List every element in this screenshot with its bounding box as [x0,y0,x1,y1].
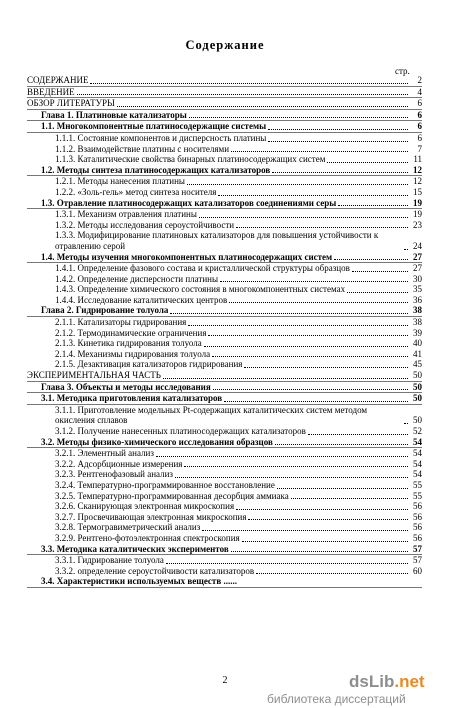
toc-entry-page: 60 [413,565,422,576]
toc-entry-page: 35 [413,284,422,295]
toc-entry [27,555,422,566]
toc-leader-dots [117,106,408,107]
toc-entry-page: 23 [413,219,422,230]
toc-entry [27,317,422,328]
toc-entry [27,75,422,86]
toc-entry [27,576,422,587]
toc-entry-page: 56 [413,532,422,543]
toc-leader-dots [291,498,408,499]
toc-entry-page: 57 [413,555,422,566]
toc-leader-dots [268,129,408,130]
toc-entry-title: Глава 2. Гидрирование толуола [41,305,169,316]
toc-entry [27,544,422,555]
toc-entry-page: 50 [413,381,422,392]
toc-entry-title: 1.3.3. Модифицирование платиновых катализаторов для повышения устойчивости к отравлению серой [55,230,379,251]
toc-entry-title: 3.2.7. Просвечивающая электронная микроскопия [55,511,247,522]
toc-entry-title: ЭКСПЕРИМЕНТАЛЬНАЯ ЧАСТЬ [27,370,161,381]
toc-entry [27,209,422,220]
toc-entry [27,459,422,470]
toc-entry-page: 6 [417,98,422,109]
toc-leader-dots [268,141,408,142]
toc-entry-page: 15 [413,186,422,197]
toc-entry [27,328,422,339]
toc-entry [27,220,422,231]
toc-leader-dots [347,292,408,293]
toc-entry-title: 3.3. Методика каталитических экспериментов [41,543,229,554]
toc-entry-title: 1.3.1. Механизм отравления платины [55,209,197,220]
watermark-subtitle: библиотека диссертаций [267,692,406,706]
toc-entry-page: 50 [413,370,422,381]
toc-entry-page: 56 [413,511,422,522]
toc-entry-page: 12 [413,164,422,175]
toc-entry-title: 3.1.2. Получение нанесенных платиносодержащих катализаторов [55,426,306,436]
toc-entry-page: 2 [417,75,422,85]
toc-entry [27,533,422,544]
toc-leader-dots [189,117,408,118]
toc-entry [27,176,422,187]
toc-leader-dots [218,195,408,196]
toc-leader-dots [248,519,408,520]
toc-entry [27,133,422,144]
toc-entry [27,437,422,448]
toc-leader-dots [163,378,408,379]
toc-leader-dots [208,335,408,336]
toc-leader-dots [220,281,408,282]
toc-entry-page: 54 [413,436,422,447]
toc-entry-title: 3.2.9. Рентгено-фотоэлектронная спектроскопия [55,532,240,543]
toc-entry-title: 2.1.2. Термодинамические ограничения [55,327,207,338]
toc-entry-title: 3.2.3. Рентгенофазовый анализ [55,469,173,480]
toc-leader-dots [338,205,408,206]
toc-entry-title: 2.1.1. Катализаторы гидрирования [55,317,187,328]
toc-leader-dots [404,249,408,250]
toc-entry-page: 6 [417,121,422,132]
toc-leader-dots [166,563,408,564]
toc-leader-dots [404,423,408,424]
toc-entry [27,512,422,523]
toc-entry-title: 2.1.4. Механизмы гидрирования толуола [55,348,211,359]
toc-entry [27,338,422,349]
toc-leader-dots [213,389,408,390]
toc-leader-dots [90,83,408,84]
toc-entry-page: 27 [413,251,422,262]
toc-entry [27,252,422,263]
toc-entry-page: 55 [413,490,422,501]
toc-entry [27,491,422,502]
toc-entry [27,121,422,132]
toc-leader-dots [170,313,408,314]
toc-entry [27,349,422,360]
toc-entry [27,110,422,121]
toc-entry [27,263,422,274]
toc-leader-dots [244,367,408,368]
toc-entry-title: 3.4. Характеристики используемых веществ ...... [41,576,237,587]
toc-entry-page: 19 [413,209,422,220]
page-column-label: стр. [395,66,410,76]
toc-entry-title: 3.1. Методика приготовления катализаторов [41,393,223,404]
toc-entry-page: 55 [413,479,422,490]
toc-entry-page: 54 [413,469,422,480]
toc-entry-title: Глава 1. Платиновые катализаторы [41,109,187,120]
page-title: Содержание [185,38,265,52]
toc-entry [27,284,422,295]
toc-entry-title: 1.1.2. Взаимодействие платины с носителями [55,143,230,154]
toc-entry-page: 4 [417,86,422,97]
toc-leader-dots [156,456,408,457]
toc-entry-page: 19 [413,197,422,208]
toc-leader-dots [224,401,408,402]
toc-entry [27,480,422,491]
toc-leader-dots [231,551,408,552]
toc-leader-dots [352,271,408,272]
toc-entry [27,426,422,437]
toc-entry-title: 2.1.5. Дезактивация катализаторов гидрирования [55,359,243,370]
toc-entry-page: 12 [413,176,422,187]
toc-leader-dots [187,184,408,185]
table-rule [27,587,422,588]
toc-entry [27,501,422,512]
toc-leader-dots [308,434,408,435]
toc-entry-title: 1.1.1. Состояние компонентов и дисперсность платины [55,132,267,143]
toc-entry-page: 57 [413,543,422,554]
toc-entry [27,165,422,176]
toc-entry-title: 1.1. Многокомпонентные платиносодержащие системы [41,121,267,132]
toc-entry [27,469,422,480]
toc-entry-page: 40 [413,338,422,349]
toc-entry [27,87,422,98]
toc-entry [27,359,422,370]
toc-leader-dots [275,444,408,445]
toc-leader-dots [236,227,408,228]
toc-leader-dots [231,151,408,152]
toc-entry-page: 38 [413,305,422,316]
toc-leader-dots [212,356,408,357]
toc-leader-dots [229,302,408,303]
toc-leader-dots [184,466,408,467]
toc-leader-dots [327,162,408,163]
toc-entry-title: 1.2.1. Методы нанесения платины [55,176,185,187]
toc-leader-dots [236,509,408,510]
toc-entry [27,295,422,306]
toc-entry-title: 3.2.1. Элементный анализ [55,448,154,459]
toc-entry-page: 30 [413,273,422,284]
toc-entry-title: 1.3.2. Методы исследования сероустойчивости [55,219,235,230]
toc-entry-page: 45 [413,359,422,370]
toc-leader-dots [77,94,408,95]
toc-entry-title: 3.3.2. определение сероустойчивости катализаторов [55,565,255,576]
toc-entry-title: 1.4.2. Определение дисперсности платины [55,273,219,284]
toc-entry-title: 3.2.2. Адсорбционные измерения [55,458,183,469]
toc-leader-dots [272,172,408,173]
toc-entry-title: СОДЕРЖАНИЕ [27,75,89,85]
toc-entry-title: 1.1.3. Каталитические свойства бинарных платиносодержащих систем [55,154,326,165]
toc-leader-dots [204,346,408,347]
toc-entry-title: 1.3. Отравление платиносодержащих катализаторов соединениями серы [41,197,337,208]
toc-entry-page: 54 [413,448,422,459]
toc-entry [27,393,422,404]
toc-entry-page: 56 [413,522,422,533]
toc-entry [27,405,422,426]
toc-entry-page: 36 [413,294,422,305]
toc-entry-page: 38 [413,317,422,328]
toc-entry [27,566,422,577]
toc-entry-page: 6 [417,109,422,120]
toc-entry-title: ВВЕДЕНИЕ [27,86,75,97]
toc-entry-page: 24 [413,240,422,251]
toc-leader-dots [175,477,408,478]
page-number: 2 [222,675,228,686]
toc-entry-title: 2.1.3. Кинетика гидрирования толуола [55,338,202,349]
toc-entry-title: 1.4. Методы изучения многокомпонентных платиносодержащих систем [41,251,333,262]
toc-entry [27,370,422,381]
toc-entry-page: 39 [413,327,422,338]
toc-entry-page: 50 [413,415,422,426]
toc-entry-page: 52 [413,426,422,436]
toc-leader-dots [277,488,408,489]
toc-entry [27,187,422,198]
toc-entry [27,522,422,533]
toc-entry-page: 56 [413,501,422,512]
toc-entry [27,230,422,251]
toc-entry-page: 50 [413,393,422,404]
toc-entry-title: 1.2. Методы синтеза платиносодержащих катализаторов [41,164,271,175]
toc-entry [27,198,422,209]
table-of-contents [27,75,422,588]
toc-leader-dots [188,325,408,326]
toc-entry-page: 41 [413,348,422,359]
toc-entry-title: 3.2.6. Сканирующая электронная микроскопия [55,501,235,512]
toc-entry [27,448,422,459]
toc-entry-page: 27 [413,263,422,274]
toc-leader-dots [242,541,408,542]
toc-entry-title: 3.2. Методы физико-химического исследования образцов [41,436,273,447]
toc-entry-title: 1.2.2. «Золь-гель» метод синтеза носителя [55,186,217,197]
toc-entry-page: 54 [413,458,422,469]
toc-entry [27,382,422,393]
toc-entry-page: 6 [417,132,422,143]
toc-entry-title: 3.2.8. Термогравиметрический анализ [55,522,201,533]
toc-entry-title: 3.2.4. Температурно-программированное восстановление [55,479,275,490]
toc-entry-title: ОБЗОР ЛИТЕРАТУРЫ [27,98,115,109]
toc-entry [27,274,422,285]
toc-entry-title: 3.2.5. Температурно-программированная десорбция аммиака [55,490,289,501]
toc-entry-title: 3.1.1. Приготовление модельных Pt-содержащих каталитических систем методом окисления сплавов [55,404,368,426]
toc-entry-title: 1.4.4. Исследование каталитических центров [55,294,228,305]
watermark-logo: dsLib.net [349,672,425,691]
toc-entry-title: 1.4.3. Определение химического состояния в многокомпонентных системах [55,284,346,295]
toc-entry-title: 1.4.1. Определение фазового состава и кристаллической структуры образцов [55,263,350,274]
toc-entry [27,98,422,109]
toc-leader-dots [256,573,408,574]
toc-entry-title: Глава 3. Объекты и методы исследования [41,381,211,392]
toc-leader-dots [202,530,408,531]
toc-entry [27,305,422,316]
toc-entry-page: 7 [417,143,422,154]
toc-entry [27,144,422,155]
toc-leader-dots [199,217,408,218]
toc-entry [27,154,422,165]
toc-entry-title: 3.3.1. Гидрирование толуола [55,555,164,566]
toc-entry-page: 11 [413,154,422,165]
toc-leader-dots [334,259,408,260]
